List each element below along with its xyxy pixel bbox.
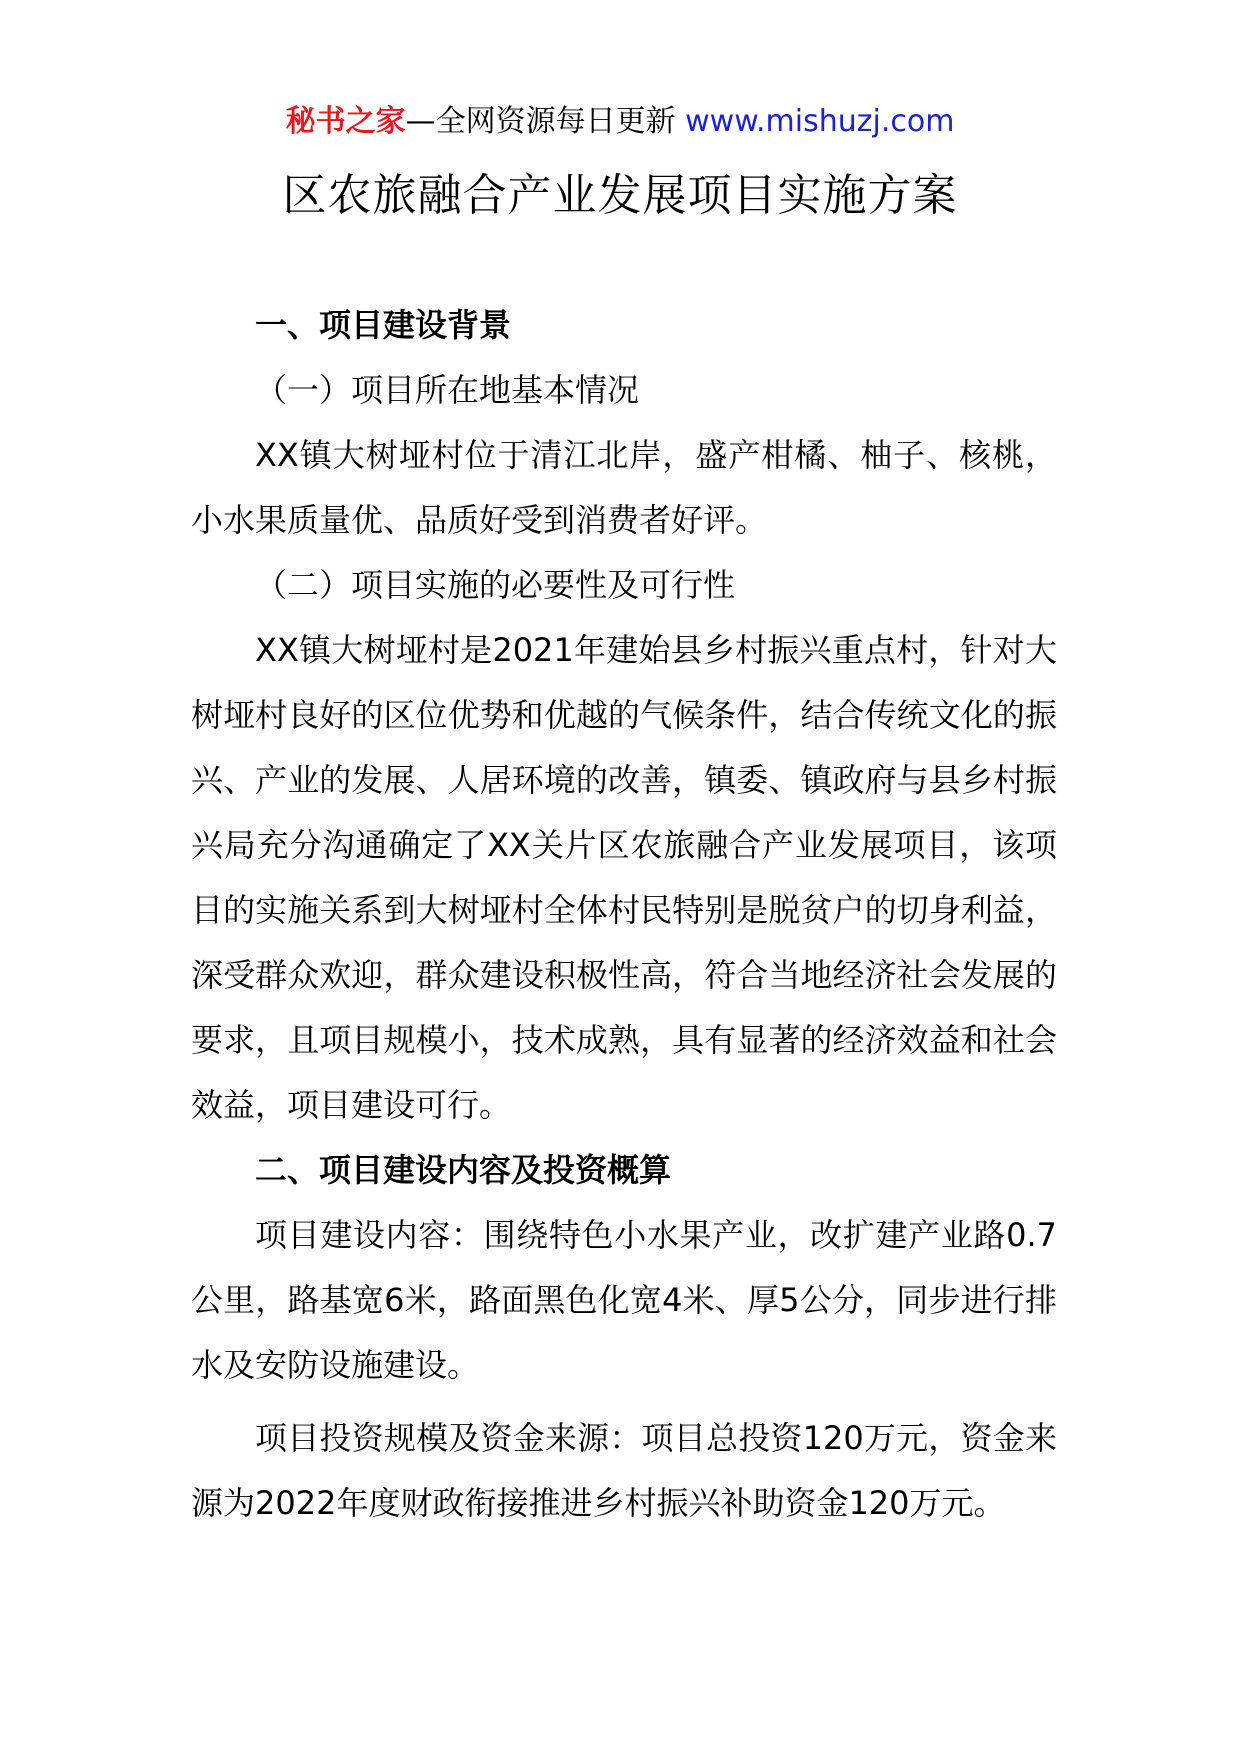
site-header bbox=[0, 100, 1240, 144]
paragraph-content: 项目建设内容：围绕特色小水果产业，改扩建产业路0.7公里，路基宽6米，路面黑色化宽4米、厚5公分，同步进行排水及安防设施建设。 bbox=[191, 1216, 1057, 1384]
section-heading-background: 一、项目建设背景 bbox=[255, 306, 512, 344]
subsection-heading-location: （一）项目所在地基本情况 bbox=[255, 371, 640, 409]
paragraph-location: XX镇大树垭村位于清江北岸，盛产柑橘、柚子、核桃，小水果质量优、品质好受到消费者好评。 bbox=[191, 436, 1057, 539]
document-body bbox=[191, 293, 1057, 1536]
section-heading-content-investment: 二、项目建设内容及投资概算 bbox=[255, 1151, 672, 1189]
header-tagline: —全网资源每日更新 bbox=[405, 104, 686, 139]
site-url-link[interactable]: www.mishuzj.com bbox=[685, 104, 955, 139]
paragraph-feasibility: XX镇大树垭村是2021年建始县乡村振兴重点村，针对大树垭村良好的区位优势和优越的气候条件，结合传统文化的振兴、产业的发展、人居环境的改善，镇委、镇政府与县乡村振兴局充分沟通确定了XX关片区农旅融合产业发展项目，该项目的实施关系到大树垭村全体村民特别是脱贫户的切身利益，深受群众欢迎，群众建设积极性高，符合当地经济社会发展的要求，且项目规模小，技术成熟，具有显著的经济效益和社会效益，项目建设可行。 bbox=[191, 631, 1057, 1124]
brand-name[interactable]: 秘书之家 bbox=[285, 104, 406, 139]
document-title: 区农旅融合产业发展项目实施方案 bbox=[282, 170, 958, 221]
paragraph-investment: 项目投资规模及资金来源：项目总投资120万元，资金来源为2022年度财政衔接推进乡村振兴补助资金120万元。 bbox=[191, 1419, 1057, 1522]
subsection-heading-feasibility: （二）项目实施的必要性及可行性 bbox=[255, 566, 736, 604]
